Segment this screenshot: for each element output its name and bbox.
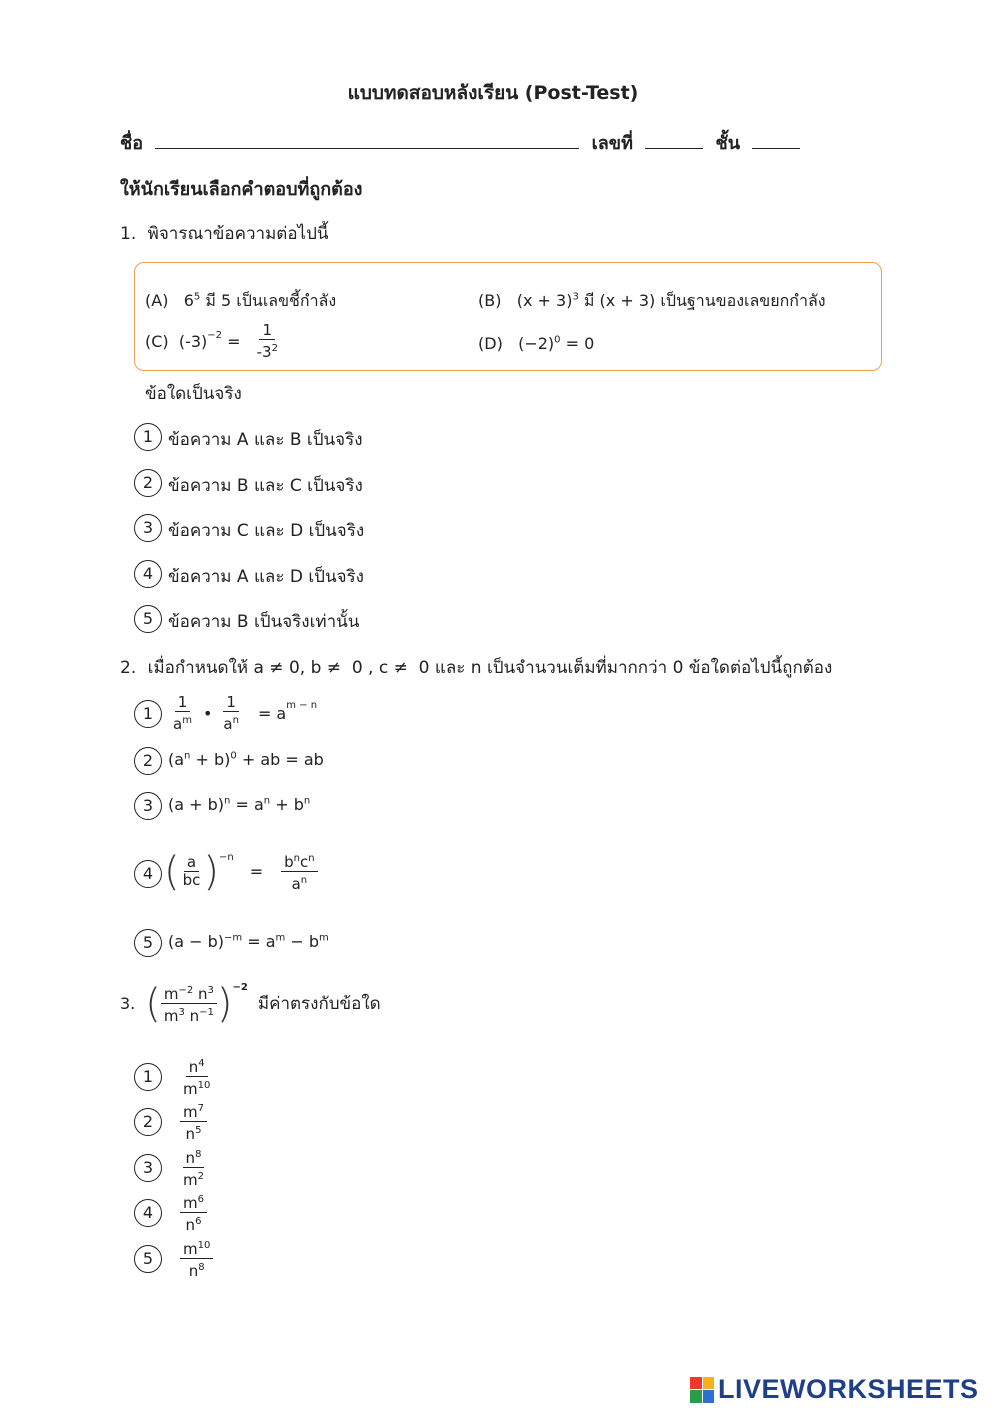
statement-d	[478, 334, 594, 353]
q2-c3-t1: (a + b)	[168, 795, 225, 814]
q1-choice-3-circle[interactable]: 3	[134, 514, 162, 542]
q2-c4-rnum-b: b	[284, 853, 294, 871]
statement-c-eq: =	[222, 332, 246, 351]
q1-choice-4-text[interactable]: ข้อความ A และ D เป็นจริง	[168, 567, 364, 587]
liveworksheets-logo-icon	[690, 1377, 714, 1403]
q2-c3-e3: n	[303, 795, 311, 807]
q2-c1-dot: •	[202, 704, 213, 723]
statement-a-exp: 5	[193, 291, 201, 303]
instruction: ให้นักเรียนเลือกคำตอบที่ถูกต้อง	[120, 179, 363, 200]
q2-choice-1-expr[interactable]	[170, 694, 317, 733]
statement-a-base: 6	[183, 291, 194, 310]
statement-c-exp: −2	[207, 330, 223, 341]
q3-den-n-exp: −1	[199, 1007, 214, 1018]
q2-c4-rhs-frac	[281, 850, 317, 893]
q3-c1-den-exp: 10	[197, 1080, 211, 1091]
liveworksheets-logo	[690, 1374, 979, 1405]
q2-c4-frac	[180, 854, 204, 889]
page-title: แบบทดสอบหลังเรียน (Post-Test)	[347, 82, 639, 104]
q1-choice-3-text[interactable]: ข้อความ C และ D เป็นจริง	[168, 521, 365, 541]
q3-number: 3.	[120, 994, 136, 1013]
q3-fraction	[161, 982, 217, 1025]
right-paren: )	[216, 980, 233, 1027]
left-paren: (	[164, 848, 180, 895]
statement-c-fraction	[254, 322, 281, 361]
q3-choice-2-expr[interactable]	[180, 1100, 207, 1143]
q2-c1-rhs-exp: m − n	[286, 700, 318, 711]
q2-c2-e1: n	[184, 750, 191, 762]
q1-text: พิจารณาข้อความต่อไปนี้	[147, 224, 329, 244]
q3-c5-den: n	[188, 1262, 199, 1280]
name-label: ชื่อ	[120, 133, 144, 154]
q2-choice-3-expr[interactable]	[168, 795, 310, 814]
q2-c1-frac1	[170, 694, 195, 733]
q3-c3-den: m	[183, 1171, 198, 1189]
q3-choice-5-circle[interactable]: 5	[134, 1245, 162, 1273]
q2-c5-e1: −m	[224, 932, 243, 944]
q2-c1-den2-exp: n	[232, 715, 239, 726]
q3-c5-num-exp: 10	[197, 1240, 211, 1251]
q2-c5-e2: m	[275, 932, 286, 944]
q3-c5-num: m	[183, 1240, 198, 1258]
q3-c2-num-exp: 7	[197, 1103, 204, 1114]
q2-c1-frac2	[220, 694, 242, 733]
q2-c4-eq: =	[249, 862, 264, 881]
q2-prompt	[120, 654, 832, 681]
class-label: ชั้น	[715, 133, 741, 154]
statement-c-base: (-3)	[178, 332, 208, 351]
q2-c4-rnum-c: c	[300, 853, 309, 871]
q3-choice-4-expr[interactable]	[180, 1191, 207, 1234]
q2-text: เมื่อกำหนดให้ a ≠ 0, b ≠ 0 , c ≠ 0 และ n เป็นจำนวนเต็มที่มากกว่า 0 ข้อใดต่อไปนี้ถูกต้อง	[147, 658, 833, 678]
q3-c4-den-exp: 6	[195, 1216, 202, 1227]
q1-choice-2-circle[interactable]: 2	[134, 469, 162, 497]
q3-c3-num: n	[185, 1149, 196, 1167]
q2-c4-num: a	[184, 854, 199, 872]
statement-c	[145, 322, 281, 361]
statement-a-label: (A)	[145, 291, 169, 310]
logo-block	[690, 1390, 702, 1403]
q3-c4-num: m	[183, 1194, 198, 1212]
q2-c4-exp: −n	[219, 852, 234, 863]
q3-choice-2-circle[interactable]: 2	[134, 1108, 162, 1136]
q2-number: 2.	[120, 658, 137, 678]
q2-c4-rden-e: n	[300, 875, 308, 886]
q2-c3-e2: n	[263, 795, 271, 807]
q2-choice-1-circle[interactable]: 1	[134, 700, 162, 728]
q3-choice-1-expr[interactable]	[180, 1055, 213, 1098]
q2-c3-t2: = a	[230, 795, 264, 814]
q2-choice-3-circle[interactable]: 3	[134, 792, 162, 820]
logo-block	[703, 1390, 715, 1403]
q3-num-n: n	[193, 985, 208, 1003]
q2-c1-den2-base: a	[223, 715, 233, 733]
statement-b	[478, 289, 826, 314]
statement-b-label: (B)	[478, 291, 502, 310]
q2-choice-5-expr[interactable]	[168, 932, 329, 951]
q3-c3-num-exp: 8	[195, 1149, 202, 1160]
q3-prompt	[120, 982, 381, 1025]
q3-choice-5-expr[interactable]	[180, 1237, 213, 1280]
q3-c1-num: n	[188, 1058, 199, 1076]
q2-c4-rnum-ce: n	[308, 853, 315, 864]
q2-c5-t2: = a	[242, 932, 276, 951]
q3-c1-num-exp: 4	[198, 1058, 205, 1069]
q2-c4-rden: a	[291, 875, 301, 893]
q1-choice-4-circle[interactable]: 4	[134, 560, 162, 588]
statement-b-exp: 3	[572, 291, 579, 303]
q2-c2-t2: + b)	[190, 750, 231, 769]
statement-d-label: (D)	[478, 334, 503, 353]
q2-choice-4-circle[interactable]: 4	[134, 860, 162, 888]
q2-choice-5-circle[interactable]: 5	[134, 929, 162, 957]
q2-c1-num2: 1	[223, 694, 239, 712]
q2-c3-t3: + b	[270, 795, 304, 814]
q2-choice-2-expr[interactable]	[168, 750, 324, 769]
q3-choice-3-circle[interactable]: 3	[134, 1154, 162, 1182]
right-paren: )	[203, 848, 219, 895]
q3-c4-num-exp: 6	[197, 1194, 204, 1205]
q1-choice-5-circle[interactable]: 5	[134, 605, 162, 633]
q3-num-m-exp: −2	[178, 985, 194, 996]
q2-c4-rnum-be: n	[293, 853, 300, 864]
statement-c-den-exp: 2	[271, 343, 278, 354]
logo-block	[703, 1377, 715, 1390]
q3-c2-den: n	[185, 1125, 196, 1143]
q2-c1-rhs-base: = a	[257, 704, 287, 723]
statement-b-base: (x + 3)	[516, 291, 573, 310]
q2-c1-den1-exp: m	[182, 715, 192, 726]
q3-c2-den-exp: 5	[195, 1125, 202, 1136]
q3-c2-num: m	[183, 1103, 198, 1121]
q2-c3-e1: n	[224, 795, 231, 807]
q3-c1-den: m	[183, 1080, 198, 1098]
q1-choice-1-text[interactable]: ข้อความ A และ B เป็นจริง	[168, 430, 363, 450]
statement-b-text: มี (x + 3) เป็นฐานของเลขยกกำลัง	[578, 291, 826, 310]
q3-c3-den-exp: 2	[197, 1171, 204, 1182]
q3-text: มีค่าตรงกับข้อใด	[257, 994, 381, 1014]
q1-number: 1.	[120, 224, 137, 244]
student-info-row	[120, 128, 800, 157]
statement-c-num: 1	[259, 322, 275, 340]
statement-c-den-base: -3	[256, 343, 272, 361]
statement-d-exp: 0	[554, 334, 561, 346]
q2-c1-den1-base: a	[173, 715, 183, 733]
q3-num-n-exp: 3	[207, 985, 214, 996]
number-field[interactable]	[645, 130, 703, 149]
q3-den-m-exp: 3	[178, 1007, 185, 1018]
q3-c4-den: n	[185, 1216, 196, 1234]
q1-question: ข้อใดเป็นจริง	[145, 384, 242, 404]
q3-num-m: m	[163, 985, 179, 1003]
q3-c5-den-exp: 8	[198, 1262, 205, 1273]
q3-choice-3-expr[interactable]	[180, 1146, 207, 1189]
q2-c2-t1: (a	[168, 750, 185, 769]
q3-den-n: n	[184, 1007, 200, 1025]
q3-choice-4-circle[interactable]: 4	[134, 1199, 162, 1227]
logo-block	[690, 1377, 702, 1390]
statement-d-text: = 0	[560, 334, 595, 353]
q2-c1-num1: 1	[175, 694, 191, 712]
q1-choice-5-text[interactable]: ข้อความ B เป็นจริงเท่านั้น	[168, 612, 360, 632]
q2-c5-t3: − b	[285, 932, 320, 951]
q1-choice-1-circle[interactable]: 1	[134, 423, 162, 451]
statement-d-base: (−2)	[518, 334, 555, 353]
q3-outer-exp: −2	[232, 982, 248, 993]
q2-c2-e2: 0	[230, 750, 237, 762]
q2-c5-e3: m	[319, 932, 329, 944]
q1-prompt	[120, 220, 329, 247]
q1-choice-2-text[interactable]: ข้อความ B และ C เป็นจริง	[168, 476, 363, 496]
name-field[interactable]	[155, 130, 579, 149]
number-label: เลขที่	[591, 133, 633, 154]
class-field[interactable]	[752, 130, 800, 149]
q2-c5-t1: (a − b)	[168, 932, 225, 951]
q2-choice-4-expr[interactable]	[164, 850, 318, 893]
q2-choice-2-circle[interactable]: 2	[134, 747, 162, 775]
statement-c-label: (C)	[145, 332, 169, 351]
q3-den-m: m	[163, 1007, 179, 1025]
q2-c2-t3: + ab = ab	[236, 750, 324, 769]
q2-c4-den: bc	[182, 871, 201, 889]
statement-a	[145, 289, 336, 314]
q3-choice-1-circle[interactable]: 1	[134, 1063, 162, 1091]
liveworksheets-logo-text: LIVEWORKSHEETS	[718, 1374, 979, 1404]
left-paren: (	[145, 980, 161, 1027]
statement-a-text: มี 5 เป็นเลขชี้กำลัง	[200, 291, 337, 310]
